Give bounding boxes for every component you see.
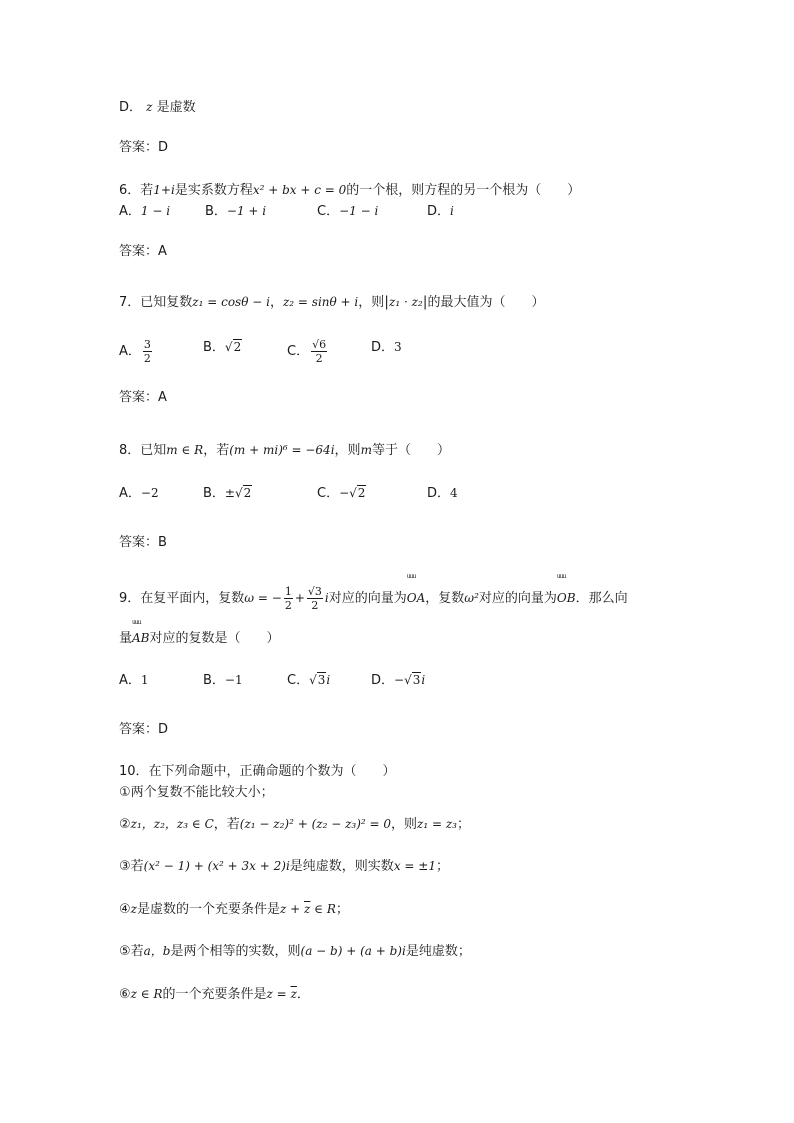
q7-option-b: B．√2 bbox=[203, 340, 242, 355]
math-equation: x² + bx + c = 0 bbox=[252, 183, 347, 197]
math-omega-squared: ω² bbox=[464, 591, 479, 605]
q6-options bbox=[119, 202, 639, 220]
q7-option-a: A． $\frac{3}{2}$ bbox=[119, 338, 151, 365]
stem-text: 的一个根，则方程的另一个根为（ bbox=[346, 183, 542, 198]
math-abs-expr: z₁ · z₂ bbox=[389, 295, 423, 309]
q9-stem-line1: 9．在复平面内，复数ω = − $\frac{1}{2}$ + $\frac{√3}{2}$ i对应的向量为uuu OA，复数ω²对应的向量为uuu OB．那么向 bbox=[119, 583, 628, 614]
q7-answer: 答案：A bbox=[119, 390, 167, 405]
option-label: D． bbox=[119, 100, 143, 115]
q6-option-a: A．1 − i bbox=[119, 204, 171, 219]
q6-option-c: C．−1 − i bbox=[317, 204, 379, 219]
q8-answer: 答案：B bbox=[119, 535, 167, 550]
q10-proposition-1: ①两个复数不能比较大小； bbox=[119, 785, 274, 800]
q10-proposition-2: ②z₁，z₂，z₃ ∈ C，若(z₁ − z₂)² + (z₂ − z₃)² = 0，则z₁ = z₃； bbox=[119, 817, 470, 832]
q6-answer: 答案：A bbox=[119, 244, 167, 259]
math-equation: (m + mi)⁶ = −64i bbox=[229, 443, 335, 457]
q8-stem: 8．已知m ∈ R，若(m + mi)⁶ = −64i，则m等于（ ） bbox=[119, 443, 450, 458]
paren-close: ） bbox=[567, 183, 581, 198]
q6-stem bbox=[119, 181, 580, 200]
math-z2: z₂ = sinθ + i bbox=[282, 295, 359, 309]
q9-option-a: A．1 bbox=[119, 673, 149, 688]
q7-options bbox=[119, 330, 519, 364]
vector-ab: uuu AB bbox=[132, 629, 149, 647]
q8-option-a: A．−2 bbox=[119, 486, 159, 501]
q10-proposition-6: ⑥z ∈ R的一个充要条件是$z = \overline{z}$． bbox=[119, 987, 310, 1002]
q8-option-d: D．4 bbox=[427, 486, 458, 501]
math-root: 1+i bbox=[153, 183, 175, 197]
q9-stem-line2: 量uuu AB对应的复数是（ ） bbox=[119, 629, 280, 648]
q10-proposition-3: ③若(x² − 1) + (x² + 3x + 2)i是纯虚数，则实数x = ±1； bbox=[119, 859, 449, 874]
question-number: 7．已知复数 bbox=[119, 295, 193, 310]
q7-option-c: C． $\frac{√6}{2}$ bbox=[287, 338, 327, 365]
math-z: z bbox=[146, 100, 153, 114]
q7-option-d: D．3 bbox=[371, 340, 402, 355]
q8-option-b: B．±√2 bbox=[203, 486, 252, 501]
q9-option-b: B．−1 bbox=[203, 673, 243, 688]
q9-options bbox=[119, 671, 519, 689]
q9-answer: 答案：D bbox=[119, 722, 169, 737]
q9-option-d: D．−√3i bbox=[371, 673, 426, 688]
q6-option-b: B．−1 + i bbox=[205, 204, 267, 219]
q8-option-c: C．−√2 bbox=[317, 486, 366, 501]
q7-stem: 7．已知复数z₁ = cosθ − i，z₂ = sinθ + i，则|z₁ · z₂|的最大值为（ ） bbox=[119, 294, 545, 310]
option-text: 是虚数 bbox=[156, 100, 196, 115]
question-number: 6．若 bbox=[119, 183, 154, 198]
vector-ob: uuu OB bbox=[557, 583, 576, 613]
q6-option-d: D．i bbox=[427, 204, 454, 219]
q5-option-d bbox=[119, 98, 196, 117]
q10-stem: 10．在下列命题中，正确命题的个数为（ ） bbox=[119, 764, 396, 779]
q9-option-c: C．√3i bbox=[287, 673, 331, 688]
math-condition: m ∈ R bbox=[166, 443, 204, 457]
q10-proposition-4: ④z是虚数的一个充要条件是$z + \overline{z}$ ∈ R； bbox=[119, 902, 349, 917]
math-z1: z₁ = cosθ − i bbox=[192, 295, 270, 309]
q8-options bbox=[119, 484, 519, 502]
vector-oa: uuu OA bbox=[407, 583, 426, 613]
q5-answer: 答案：D bbox=[119, 140, 169, 155]
math-omega: ω = − bbox=[244, 591, 282, 605]
q10-proposition-5: ⑤若a，b是两个相等的实数，则(a − b) + (a + b)i是纯虚数； bbox=[119, 944, 471, 959]
stem-text: 是实系数方程 bbox=[174, 183, 253, 198]
